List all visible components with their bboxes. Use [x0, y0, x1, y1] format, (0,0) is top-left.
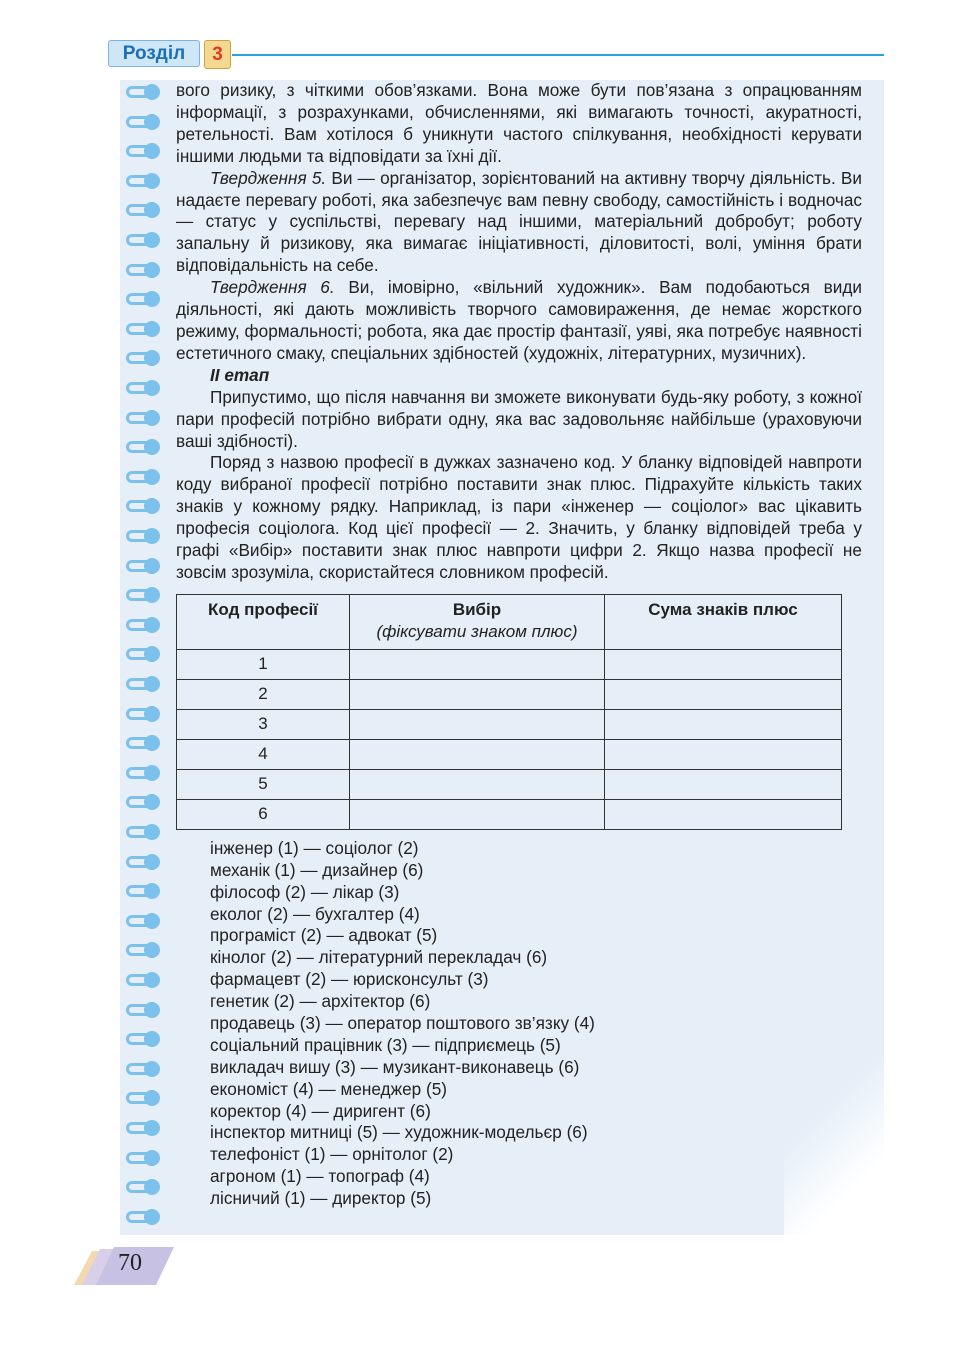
spiral-ring [126, 558, 162, 574]
spiral-ring [126, 1179, 162, 1195]
section-label: Розділ [108, 40, 200, 67]
code-cell: 4 [177, 739, 350, 769]
spiral-ring [126, 646, 162, 662]
table-row [177, 799, 842, 829]
table-row [177, 649, 842, 679]
spiral-ring [126, 350, 162, 366]
spiral-ring [126, 173, 162, 189]
table-row [177, 769, 842, 799]
code-cell: 6 [177, 799, 350, 829]
list-item: кінолог (2) — літературний перекладач (6) [210, 947, 548, 968]
spiral-ring [126, 1002, 162, 1018]
choice-cell[interactable] [350, 709, 605, 739]
list-item: коректор (4) — диригент (6) [210, 1100, 431, 1121]
sum-cell[interactable] [605, 679, 842, 709]
page-number: 70 [118, 1250, 142, 1276]
list-item: інспектор митниці (5) — художник-модельєр (6) [210, 1122, 588, 1143]
spiral-ring [126, 439, 162, 455]
list-item: телефоніст (1) — орнітолог (2) [210, 1144, 454, 1165]
list-item: продавець (3) — оператор поштового зв’язку (4) [210, 1012, 595, 1033]
choice-cell[interactable] [350, 799, 605, 829]
table-row [177, 739, 842, 769]
answer-table [176, 594, 842, 830]
list-item: соціальний працівник (3) — підприємець (5) [210, 1034, 561, 1055]
spiral-ring [126, 380, 162, 396]
spiral-ring [126, 114, 162, 130]
sum-cell[interactable] [605, 709, 842, 739]
header-choice-label: Вибір [452, 599, 502, 619]
statement-6-label: Твердження 6. [210, 277, 335, 298]
statement-5-label: Твердження 5. [210, 167, 327, 188]
list-item: агроном (1) — топограф (4) [210, 1166, 430, 1187]
code-cell: 5 [177, 769, 350, 799]
list-item: викладач вишу (3) — музикант-виконавець (6) [210, 1056, 580, 1077]
header-choice [350, 594, 605, 649]
spiral-ring [126, 498, 162, 514]
spiral-ring [126, 1150, 162, 1166]
spiral-ring [126, 143, 162, 159]
table-header-row [177, 594, 842, 649]
spiral-ring [126, 617, 162, 633]
header-code: Код професії [177, 594, 350, 649]
spiral-ring [126, 676, 162, 692]
table-row [177, 709, 842, 739]
notebook-spiral [126, 80, 166, 1235]
paragraph: Поряд з назвою професії в дужках зазначено код. У бланку відповідей навпроти коду вибраної професії потрібно поставити знак плюс. Підрахуйте кількість таких знаків у кожному рядку. Наприклад, із пари «інженер — соціолог» вас цікавить професія соціолога. Код цієї професії — 2. Значить, у бланку відповідей треба у графі «Вибір» поставити знак плюс навпроти цифри 2. Якщо назва професії не зовсім зрозуміла, скористайтеся словником професій. [176, 452, 862, 582]
spiral-ring [126, 1090, 162, 1106]
spiral-ring [126, 587, 162, 603]
spiral-ring [126, 854, 162, 870]
table-row [177, 679, 842, 709]
sum-cell[interactable] [605, 739, 842, 769]
spiral-ring [126, 913, 162, 929]
spiral-ring [126, 1120, 162, 1136]
spiral-ring [126, 321, 162, 337]
spiral-ring [126, 883, 162, 899]
spiral-ring [126, 706, 162, 722]
spiral-ring [126, 84, 162, 100]
stage-heading: ІІ етап [210, 364, 270, 385]
list-item: інженер (1) — соціолог (2) [210, 837, 419, 858]
list-item: механік (1) — дизайнер (6) [210, 859, 424, 880]
choice-cell[interactable] [350, 739, 605, 769]
statement-5 [176, 168, 862, 278]
page-content [176, 80, 862, 1210]
spiral-ring [126, 232, 162, 248]
list-item: програміст (2) — адвокат (5) [210, 925, 438, 946]
spiral-ring [126, 469, 162, 485]
list-item: фармацевт (2) — юрисконсульт (3) [210, 969, 489, 990]
choice-cell[interactable] [350, 679, 605, 709]
spiral-ring [126, 262, 162, 278]
statement-5-text: Ви — організатор, зорієнтований на активну творчу діяльність. Ви надаєте перевагу роботі, яка забезпечує вам певну свободу, самостійність і водночас — статус у суспільстві, перевагу над іншими, матеріальний добробут; роботу запальну й ризикову, яка вимагає ініціативності, діловитості, волі, уміння брати відповідальність на себе. [176, 167, 862, 276]
spiral-ring [126, 972, 162, 988]
list-item: філософ (2) — лікар (3) [210, 881, 400, 902]
spiral-ring [126, 202, 162, 218]
spiral-ring [126, 291, 162, 307]
profession-pairs [176, 838, 862, 1210]
list-item: генетик (2) — архітектор (6) [210, 991, 431, 1012]
list-item: економіст (4) — менеджер (5) [210, 1078, 447, 1099]
spiral-ring [126, 824, 162, 840]
paragraph: Припустимо, що після навчання ви зможете виконувати будь-яку роботу, з кожної пари професій потрібно вибрати одну, яка вас задовольняє найбільше (ураховуючи ваші здібності). [176, 386, 862, 451]
code-cell: 3 [177, 709, 350, 739]
choice-cell[interactable] [350, 769, 605, 799]
choice-cell[interactable] [350, 649, 605, 679]
header-rule [232, 54, 884, 56]
header-choice-note: (фіксувати знаком плюс) [376, 621, 578, 641]
sum-cell[interactable] [605, 799, 842, 829]
section-number: 3 [204, 40, 231, 69]
code-cell: 1 [177, 649, 350, 679]
list-item: лісничий (1) — директор (5) [210, 1188, 432, 1209]
spiral-ring [126, 1209, 162, 1225]
header-sum: Сума знаків плюс [605, 594, 842, 649]
paragraph: вого ризику, з чіткими обов’язками. Вона може бути пов’язана з опрацюванням інформації, з розрахунками, обчисленнями, які вимагають точності, акуратності, ретельності. Вам хотілося б уникнути частого спілкування, необхідності керувати іншими людьми та відповідати за їхні дії. [176, 80, 862, 166]
statement-6-text: Ви, імовірно, «вільний художник». Вам подобаються види діяльності, які дають можливість творчого самовираження, де немає жорсткого режиму, формальності; робота, яка дає простір фантазії, уяві, яка потребує наявності естетичного смаку, спеціальних здібностей (художніх, літературних, музичних). [176, 277, 863, 363]
spiral-ring [126, 1031, 162, 1047]
spiral-ring [126, 1061, 162, 1077]
spiral-ring [126, 765, 162, 781]
spiral-ring [126, 942, 162, 958]
spiral-ring [126, 735, 162, 751]
sum-cell[interactable] [605, 769, 842, 799]
spiral-ring [126, 410, 162, 426]
spiral-ring [126, 528, 162, 544]
spiral-ring [126, 794, 162, 810]
code-cell: 2 [177, 679, 350, 709]
statement-6 [176, 277, 862, 365]
list-item: еколог (2) — бухгалтер (4) [210, 903, 420, 924]
sum-cell[interactable] [605, 649, 842, 679]
